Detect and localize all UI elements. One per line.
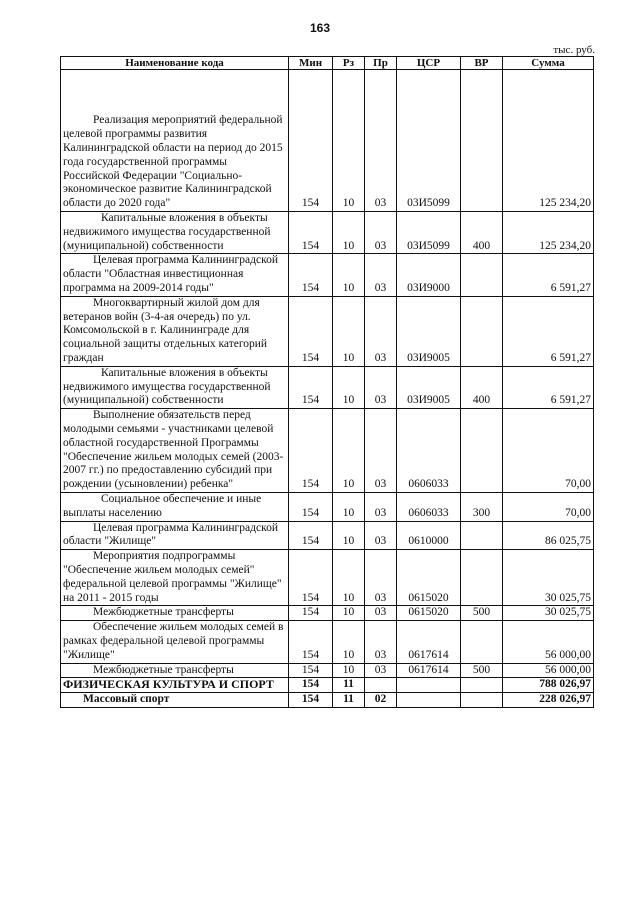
row-sum: 30 025,75 (503, 550, 594, 606)
row-pr: 03 (365, 212, 397, 254)
row-pr: 03 (365, 521, 397, 550)
table-row (61, 366, 594, 408)
row-rz: 10 (333, 492, 365, 521)
row-vr: 300 (461, 492, 503, 521)
row-csr (397, 693, 461, 708)
row-sum: 6 591,27 (503, 366, 594, 408)
row-sum: 70,00 (503, 492, 594, 521)
row-pr: 03 (365, 492, 397, 521)
row-name: Многоквартирный жилой дом для ветеранов войн (3-4-ая очередь) по ул. Комсомольской в г. Калининграде для социальной защиты отдельных категорий граждан (61, 296, 289, 366)
row-pr: 02 (365, 693, 397, 708)
row-rz: 10 (333, 366, 365, 408)
row-name: Капитальные вложения в объекты недвижимого имущества государственной (муниципальной) собственности (61, 366, 289, 408)
row-sum: 6 591,27 (503, 296, 594, 366)
table-row (61, 521, 594, 550)
row-name: Обеспечение жильем молодых семей в рамках федеральной целевой программы "Жилище" (61, 621, 289, 663)
row-csr: 0610000 (397, 521, 461, 550)
table-row (61, 409, 594, 493)
row-sum: 56 000,00 (503, 663, 594, 678)
row-rz: 11 (333, 678, 365, 693)
row-vr: 400 (461, 366, 503, 408)
table-row (61, 70, 594, 212)
row-csr: 03И9005 (397, 296, 461, 366)
row-pr (365, 678, 397, 693)
row-csr: 03И9005 (397, 366, 461, 408)
row-name: Реализация мероприятий федеральной целевой программы развития Калининградской области на период до 2015 года государственной программы Российской Федерации "Социально-экономическое развитие Калининградской области до 2020 года" (61, 70, 289, 212)
header-sum: Сумма (503, 57, 594, 70)
row-rz: 10 (333, 409, 365, 493)
row-pr: 03 (365, 70, 397, 212)
table-row (61, 621, 594, 663)
row-vr (461, 621, 503, 663)
row-sum: 125 234,20 (503, 212, 594, 254)
row-sum: 788 026,97 (503, 678, 594, 693)
row-min: 154 (289, 254, 333, 296)
table-row (61, 550, 594, 606)
table-row-section (61, 678, 594, 693)
row-min: 154 (289, 663, 333, 678)
row-name: Межбюджетные трансферты (61, 663, 289, 678)
row-csr: 0606033 (397, 492, 461, 521)
row-vr: 400 (461, 212, 503, 254)
row-sum: 125 234,20 (503, 70, 594, 212)
row-pr: 03 (365, 621, 397, 663)
header-pr: Пр (365, 57, 397, 70)
row-min: 154 (289, 70, 333, 212)
row-name: Целевая программа Калининградской области "Жилище" (61, 521, 289, 550)
row-sum: 70,00 (503, 409, 594, 493)
row-csr: 0615020 (397, 606, 461, 621)
row-sum: 6 591,27 (503, 254, 594, 296)
row-name: Межбюджетные трансферты (61, 606, 289, 621)
row-rz: 11 (333, 693, 365, 708)
row-pr: 03 (365, 550, 397, 606)
row-min: 154 (289, 693, 333, 708)
row-vr (461, 678, 503, 693)
row-sum: 56 000,00 (503, 621, 594, 663)
row-name: ФИЗИЧЕСКАЯ КУЛЬТУРА И СПОРТ (61, 678, 289, 693)
row-min: 154 (289, 492, 333, 521)
header-csr: ЦСР (397, 57, 461, 70)
row-min: 154 (289, 521, 333, 550)
row-min: 154 (289, 409, 333, 493)
units-label: тыс. руб. (553, 44, 595, 56)
row-min: 154 (289, 621, 333, 663)
row-sum: 228 026,97 (503, 693, 594, 708)
row-name: Выполнение обязательств перед молодыми семьями - участниками целевой областной государственной Программы "Обеспечение жильем молодых семей (2003-2007 гг.) по предоставлению субсидий при рождении (усыновлении) ребенка" (61, 409, 289, 493)
row-rz: 10 (333, 254, 365, 296)
header-min: Мин (289, 57, 333, 70)
row-name: Массовый спорт (61, 693, 289, 708)
row-name: Целевая программа Калининградской области "Областная инвестиционная программа на 2009-2014 годы" (61, 254, 289, 296)
row-csr: 03И5099 (397, 70, 461, 212)
row-rz: 10 (333, 606, 365, 621)
row-vr (461, 550, 503, 606)
row-rz: 10 (333, 663, 365, 678)
row-rz: 10 (333, 521, 365, 550)
row-rz: 10 (333, 550, 365, 606)
row-pr: 03 (365, 254, 397, 296)
row-pr: 03 (365, 366, 397, 408)
row-csr: 0617614 (397, 621, 461, 663)
table-row (61, 212, 594, 254)
row-pr: 03 (365, 663, 397, 678)
header-rz: Рз (333, 57, 365, 70)
row-vr: 500 (461, 606, 503, 621)
row-csr: 03И9000 (397, 254, 461, 296)
row-pr: 03 (365, 409, 397, 493)
table-row (61, 492, 594, 521)
table-row (61, 254, 594, 296)
table-header-row (61, 57, 594, 70)
row-pr: 03 (365, 606, 397, 621)
row-name: Мероприятия подпрограммы "Обеспечение жильем молодых семей" федеральной целевой программы "Жилище" на 2011 - 2015 годы (61, 550, 289, 606)
row-rz: 10 (333, 70, 365, 212)
row-min: 154 (289, 366, 333, 408)
row-min: 154 (289, 678, 333, 693)
page-number: 163 (309, 21, 331, 35)
row-vr (461, 254, 503, 296)
row-csr: 0606033 (397, 409, 461, 493)
row-min: 154 (289, 212, 333, 254)
budget-table (60, 56, 594, 708)
row-csr: 0615020 (397, 550, 461, 606)
row-vr: 500 (461, 663, 503, 678)
table-row (61, 606, 594, 621)
header-vr: ВР (461, 57, 503, 70)
row-csr: 03И5099 (397, 212, 461, 254)
row-min: 154 (289, 296, 333, 366)
row-vr (461, 296, 503, 366)
header-name: Наименование кода (61, 57, 289, 70)
table-row (61, 296, 594, 366)
row-csr: 0617614 (397, 663, 461, 678)
row-sum: 30 025,75 (503, 606, 594, 621)
row-rz: 10 (333, 621, 365, 663)
row-min: 154 (289, 550, 333, 606)
row-min: 154 (289, 606, 333, 621)
row-vr (461, 521, 503, 550)
row-rz: 10 (333, 296, 365, 366)
row-csr (397, 678, 461, 693)
row-vr (461, 409, 503, 493)
row-vr (461, 693, 503, 708)
row-sum: 86 025,75 (503, 521, 594, 550)
table-row (61, 663, 594, 678)
row-name: Капитальные вложения в объекты недвижимого имущества государственной (муниципальной) собственности (61, 212, 289, 254)
table-row (61, 693, 594, 708)
row-vr (461, 70, 503, 212)
row-name: Социальное обеспечение и иные выплаты населению (61, 492, 289, 521)
row-pr: 03 (365, 296, 397, 366)
row-rz: 10 (333, 212, 365, 254)
